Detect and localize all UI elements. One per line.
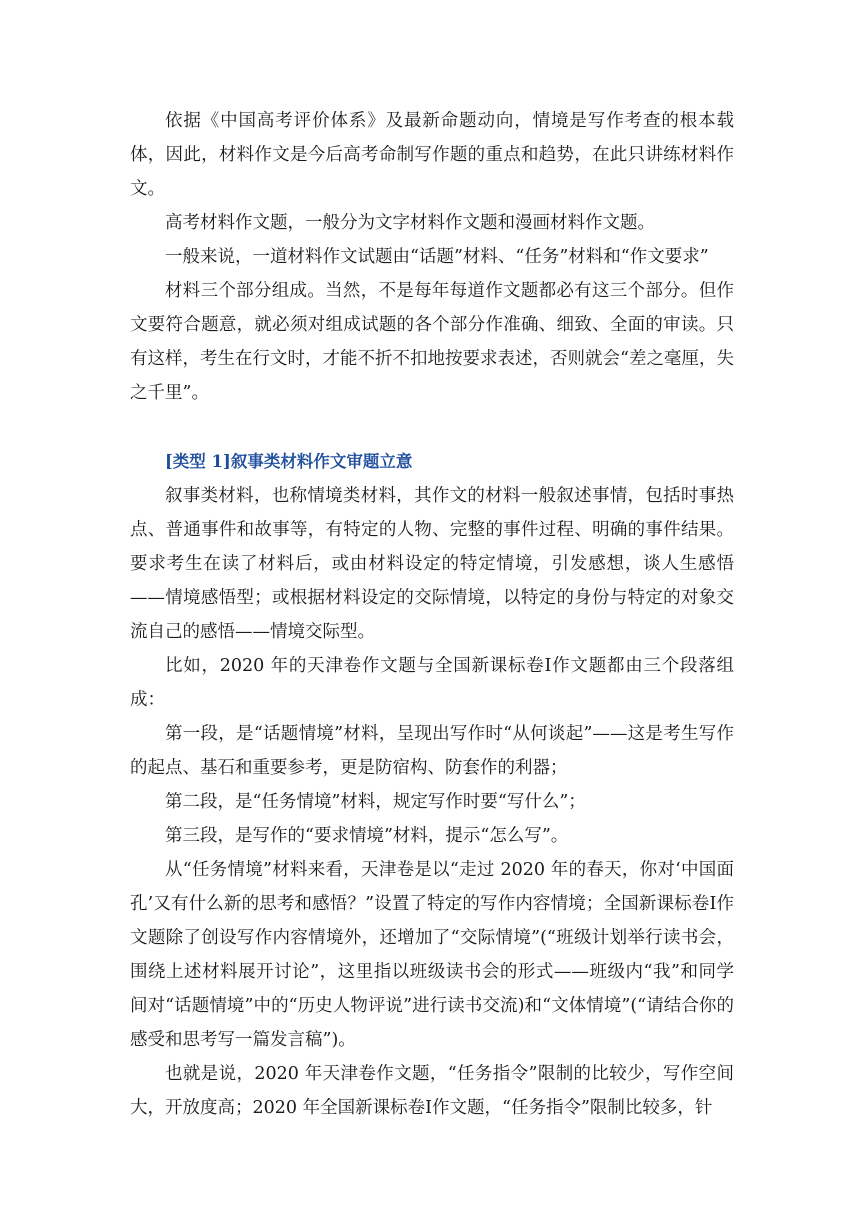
- intro-paragraph-3: 一般来说，一道材料作文试题由“话题”材料、“任务”材料和“作文要求”: [165, 247, 709, 267]
- section-heading: [类型 1]叙事类材料作文审题立意: [165, 452, 413, 471]
- intro-paragraph-1: 依据《中国高考评价体系》及最新命题动向，情境是写作考查的根本载体，因此，材料作文是今后高考命制写作题的重点和趋势，在此只讲练材料作文。: [130, 111, 734, 199]
- section-spacer: [130, 410, 734, 445]
- section-paragraph-5: 第三段，是写作的“要求情境”材料，提示“怎么写”。: [165, 826, 569, 846]
- intro-paragraph-2: 高考材料作文题，一般分为文字材料作文题和漫画材料作文题。: [165, 213, 655, 233]
- intro-paragraph-4: 材料三个部分组成。当然，不是每年每道作文题都必有这三个部分。但作文要符合题意，就必须对组成试题的各个部分作准确、细致、全面的审读。只有这样，考生在行文时，才能不折不扣地按要求表述，否则就会“差之毫厘，失之千里”。: [130, 281, 734, 403]
- document-page: [130, 104, 734, 1125]
- section-paragraph-3: 第一段，是“话题情境”材料，呈现出写作时“从何谈起”——这是考生写作的起点、基石和重要参考，更是防宿构、防套作的利器；: [130, 724, 734, 778]
- section-paragraph-2: 比如，2020 年的天津卷作文题与全国新课标卷Ⅰ作文题都由三个段落组成：: [130, 656, 734, 710]
- section-paragraph-4: 第二段，是“任务情境”材料，规定写作时要“写什么”；: [165, 792, 586, 812]
- section-paragraph-7: 也就是说，2020 年天津卷作文题，“任务指令”限制的比较少，写作空间大，开放度高；2020 年全国新课标卷Ⅰ作文题，“任务指令”限制比较多，针: [130, 1064, 734, 1118]
- section-paragraph-1: 叙事类材料，也称情境类材料，其作文的材料一般叙述事情，包括时事热点、普通事件和故事等，有特定的人物、完整的事件过程、明确的事件结果。要求考生在读了材料后，或由材料设定的特定情境，引发感想，谈人生感悟——情境感悟型；或根据材料设定的交际情境，以特定的身份与特定的对象交流自己的感悟——情境交际型。: [130, 486, 734, 642]
- section-paragraph-6: 从“任务情境”材料来看，天津卷是以“走过 2020 年的春天，你对‘中国面孔’又有什么新的思考和感悟？”设置了特定的写作内容情境；全国新课标卷Ⅰ作文题除了创设写作内容情境外，还增加了“交际情境”(“班级计划举行读书会，围绕上述材料展开讨论”，这里指以班级读书会的形式——班级内“我”和同学间对“话题情境”中的“历史人物评说”进行读书交流)和“文体情境”(“请结合你的感受和思考写一篇发言稿”)。: [130, 860, 734, 1050]
